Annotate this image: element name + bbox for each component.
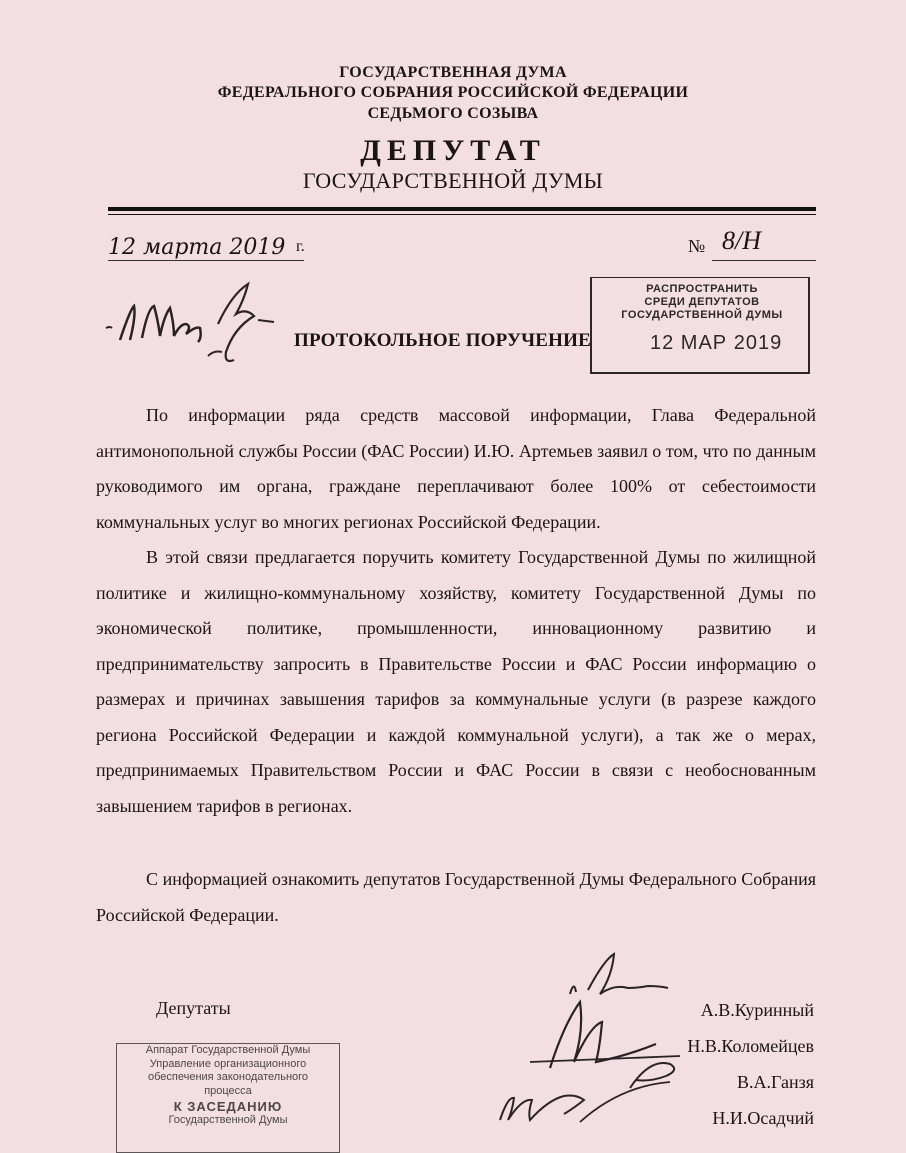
document-date [108,234,285,260]
distribution-stamp [590,277,810,374]
header-deputy: ДЕПУТАТ [360,134,546,167]
handwritten-signatures [490,950,720,1132]
paragraph-2-block [96,540,816,824]
stamp-line-1: РАСПРОСТРАНИТЬ [646,283,758,295]
signatory-4: Н.И.Осадчий [712,1108,814,1128]
reg-stamp-line-6: Государственной Думы [168,1113,288,1126]
date-suffix: г. [296,238,305,255]
date-handwritten: 12 марта 2019 [108,235,286,260]
paragraph-3-block [96,862,816,933]
reg-stamp-line-3: обеспечения законодательного [147,1071,309,1083]
document-title: ПРОТОКОЛЬНОЕ ПОРУЧЕНИЕ [294,330,591,351]
stamp-line-2: СРЕДИ ДЕПУТАТОВ [644,296,760,308]
number-underline [712,260,816,261]
header-rule-thin [108,214,816,215]
reg-stamp-line-4: процесса [204,1084,252,1097]
header-line-convocation: СЕДЬМОГО СОЗЫВА [367,105,539,122]
header-rule-thick [108,207,816,211]
signatory-3: В.А.Ганзя [737,1072,814,1092]
reg-stamp-line-5: К ЗАСЕДАНИЮ [173,1099,283,1114]
reg-stamp-line-1: Аппарат Государственной Думы [145,1044,311,1056]
reg-stamp-line-2: Управление организационного [149,1057,307,1070]
number-value: 8/Н [722,226,761,255]
header-line-duma: ГОСУДАРСТВЕННАЯ ДУМА [339,64,567,81]
header-duma: ГОСУДАРСТВЕННОЙ ДУМЫ [302,168,604,193]
number-label: № [688,236,706,256]
paragraph-2: В этой связи предлагается поручить комитету Государственной Думы по жилищной политике и жилищно-коммунальному хозяйству, комитету Государственной Думы по экономической политике, промышленности, инновационному развитию и предпринимательству запросить в Правительстве России и ФАС России информацию о размерах и причинах завышения тарифов за коммунальные услуги (в разрезе каждого региона Российской Федерации и каждой коммунальной услуги), а так же о мерах, предпринимаемых Правительством России и ФАС России в связи с необоснованным завышением тарифов в регионах. [96,547,816,816]
stamp-date: 12 МАР 2019 [650,332,783,354]
handwritten-resolution-signature [98,280,288,370]
paragraph-1-block [96,398,816,540]
paragraph-3: С информацией ознакомить депутатов Государственной Думы Федерального Собрания Российской Федерации. [96,869,816,925]
paragraph-1: По информации ряда средств массовой информации, Глава Федеральной антимонопольной службы России (ФАС России) И.Ю. Артемьев заявил о том, что по данным руководимого им органа, граждане переплачивают более 100% от себестоимости коммунальных услуг во многих регионах Российской Федерации. [96,405,816,532]
deputies-label: Депутаты [156,998,231,1018]
signatory-2: Н.В.Коломейцев [687,1036,814,1056]
date-underline [108,260,304,261]
registration-stamp [116,1043,340,1153]
header-line-federal-assembly: ФЕДЕРАЛЬНОГО СОБРАНИЯ РОССИЙСКОЙ ФЕДЕРАЦИИ [217,84,689,101]
stamp-line-3: ГОСУДАРСТВЕННОЙ ДУМЫ [621,309,783,321]
signatory-1: А.В.Куринный [700,1000,814,1020]
